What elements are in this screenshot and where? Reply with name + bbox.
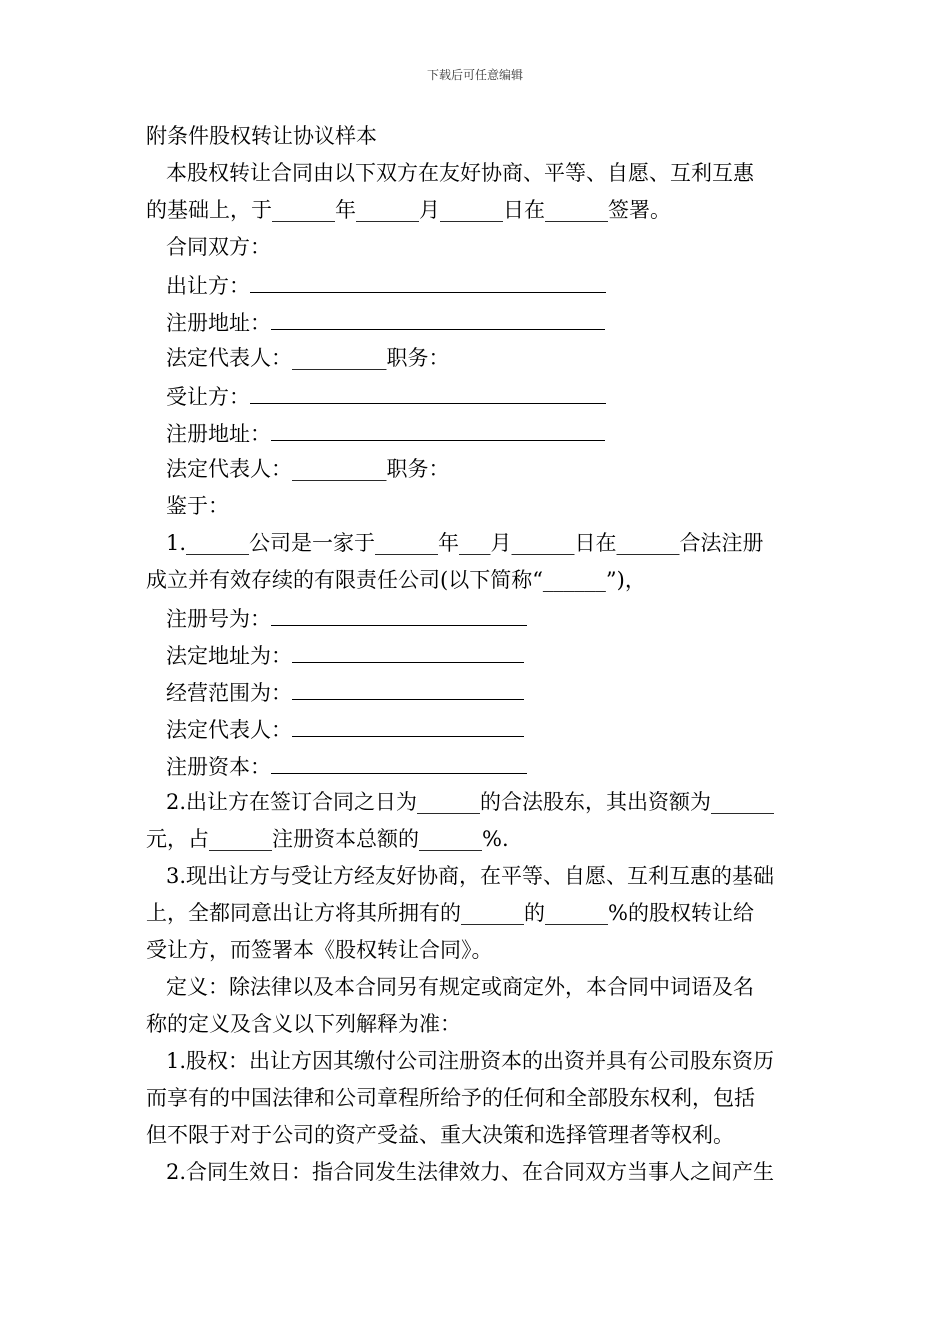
transferor-address-blank [271,303,605,330]
definitions-line-2: 称的定义及含义以下列解释为准： [146,1012,461,1036]
transferee-blank [250,377,606,404]
reg-no-row [146,599,810,636]
reg-capital-row [146,747,810,784]
transferor-address-row [146,303,810,340]
definitions-line-1: 定义：除法律以及本合同另有规定或商定外，本合同中词语及名 [166,975,754,999]
item3-line-1: 3.现出让方与受让方经友好协商，在平等、自愿、互利互惠的基础 [166,864,775,888]
transferor-rep-label: 法定代表人： [166,346,292,370]
page-header: 下载后可任意编辑 [426,68,523,82]
transferor-label: 出让方： [166,274,250,298]
parties-heading: 合同双方： [166,235,271,259]
transferee-address-row [146,414,810,451]
reg-no-label: 注册号为： [166,607,271,631]
legal-addr-row [146,636,810,673]
def1-line-1: 1.股权：出让方因其缴付公司注册资本的出资并具有公司股东资历 [166,1049,775,1073]
item3-line-3: 受让方，而签署本《股权转让合同》。 [146,938,493,962]
scope-blank [292,673,524,700]
document-title: 附条件股权转让协议样本 [146,124,377,148]
whereas-heading: 鉴于： [166,494,229,518]
reg-capital-blank [271,747,527,774]
transferee-label: 受让方： [166,385,250,409]
legal-addr-blank [292,636,524,663]
company-rep-label: 法定代表人： [166,718,292,742]
item1-line-2: 成立并有效存续的有限责任公司(以下简称“______”)， [146,568,646,592]
intro-line-2: 的基础上，于______年______月______日在______签署。 [146,198,671,222]
transferee-rep-row [146,451,810,488]
company-rep-blank [292,710,524,737]
reg-no-blank [271,599,527,626]
transferor-position-label: 职务： [386,346,450,370]
reg-capital-label: 注册资本： [166,755,271,779]
transferee-address-blank [271,414,605,441]
transferor-rep-blank: _________ [292,346,387,370]
transferor-address-label: 注册地址： [166,311,271,335]
scope-label: 经营范围为： [166,681,292,705]
intro-line-1: 本股权转让合同由以下双方在友好协商、平等、自愿、互利互惠 [166,161,754,185]
transferor-row [146,266,810,303]
def2-line-1: 2.合同生效日：指合同发生法律效力、在合同双方当事人之间产生 [166,1160,775,1184]
item3-line-2: 上，全都同意出让方将其所拥有的______的______%的股权转让给 [146,901,754,925]
transferee-position-label: 职务： [386,457,450,481]
def1-line-3: 但不限于对于公司的资产受益、重大决策和选择管理者等权利。 [146,1123,734,1147]
transferee-row [146,377,810,414]
legal-addr-label: 法定地址为： [166,644,292,668]
transferor-rep-row [146,340,810,377]
def1-line-2: 而享有的中国法律和公司章程所给予的任何和全部股东权利，包括 [146,1086,755,1110]
transferee-rep-blank: _________ [292,457,387,481]
document-body [146,118,810,1191]
item2-line-1: 2.出让方在签订合同之日为______的合法股东，其出资额为______ [166,790,775,814]
company-rep-row [146,710,810,747]
transferee-address-label: 注册地址： [166,422,271,446]
item2-line-2: 元，占______注册资本总额的______%. [146,827,509,851]
transferee-rep-label: 法定代表人： [166,457,292,481]
item1-line-1: 1.______公司是一家于______年___月______日在______合法注册 [166,531,764,555]
scope-row [146,673,810,710]
transferor-blank [250,266,606,293]
